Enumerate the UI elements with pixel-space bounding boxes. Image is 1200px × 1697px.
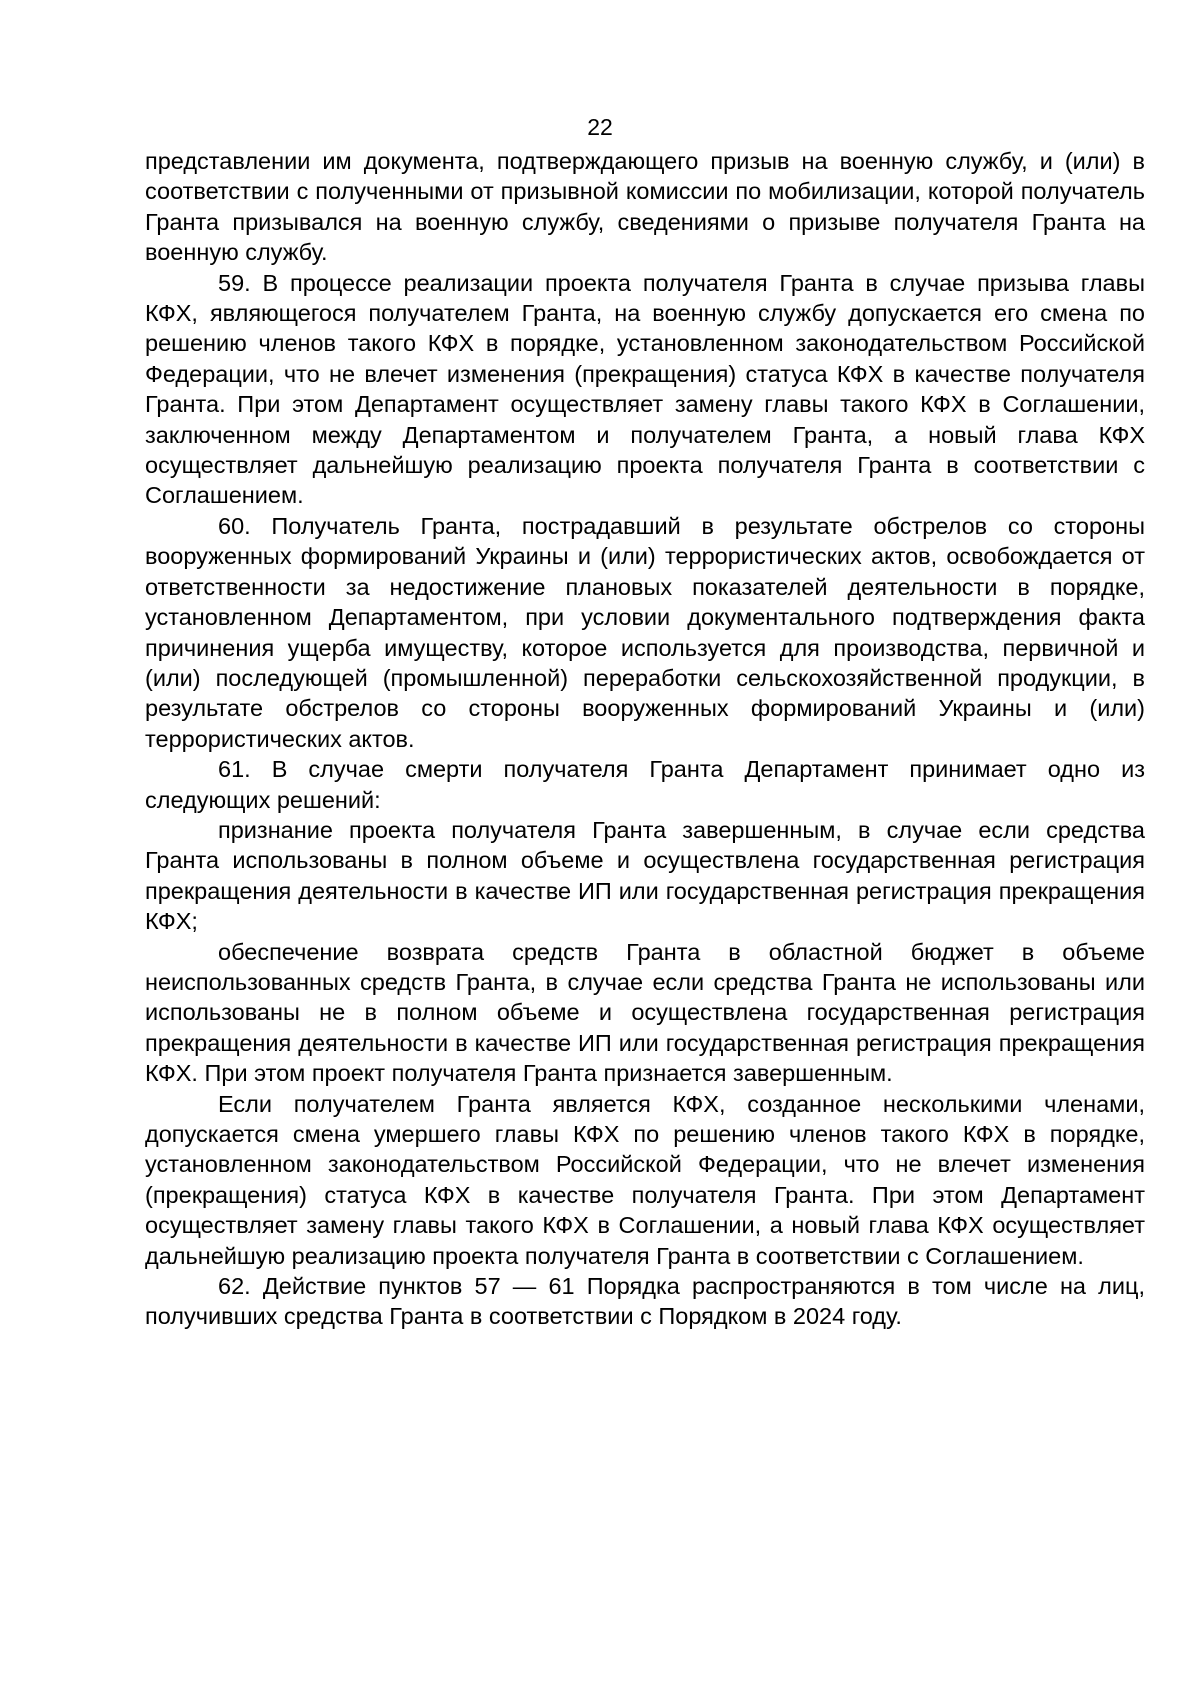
document-body [145,146,1145,1332]
paragraph-continuation: представлении им документа, подтверждающего призыв на военную службу, и (или) в соответствии с полученными от призывной комиссии по мобилизации, которой получатель Гранта призывался на военную службу, сведениями о призыве получателя Гранта на военную службу. [145,148,1145,266]
page-number: 22 [587,114,613,140]
paragraph-item-61-option-2: обеспечение возврата средств Гранта в областной бюджет в объеме неиспользованных средств Гранта, в случае если средства Гранта не использованы или использованы не в полном объеме и осуществлена государственная регистрация прекращения деятельности в качестве ИП или государственная регистрация прекращения КФХ. При этом проект получателя Гранта признается завершенным. [145,938,1145,1087]
paragraph-item-61: 61. В случае смерти получателя Гранта Департамент принимает одно из следующих решений: [145,756,1145,813]
paragraph-item-61-option-1: признание проекта получателя Гранта завершенным, в случае если средства Гранта использованы в полном объеме и осуществлена государственная регистрация прекращения деятельности в качестве ИП или государственная регистрация прекращения КФХ; [145,816,1145,935]
paragraph-item-62: 62. Действие пунктов 57 — 61 Порядка распространяются в том числе на лиц, получивших средства Гранта в соответствии с Порядком в 2024 году. [145,1273,1145,1330]
paragraph-item-59: 59. В процессе реализации проекта получателя Гранта в случае призыва главы КФХ, являющегося получателем Гранта, на военную службу допускается его смена по решению членов такого КФХ в порядке, установленном законодательством Российской Федерации, что не влечет изменения (прекращения) статуса КФХ в качестве получателя Гранта. При этом Департамент осуществляет замену главы такого КФХ в Соглашении, заключенном между Департаментом и получателем Гранта, а новый глава КФХ осуществляет дальнейшую реализацию проекта получателя Гранта в соответствии с Соглашением. [145,269,1145,509]
paragraph-item-60: 60. Получатель Гранта, пострадавший в результате обстрелов со стороны вооруженных формирований Украины и (или) террористических актов, освобождается от ответственности за недостижение плановых показателей деятельности в порядке, установленном Департаментом, при условии документального подтверждения факта причинения ущерба имуществу, которое используется для производства, первичной и (или) последующей (промышленной) переработки сельскохозяйственной продукции, в результате обстрелов со стороны вооруженных формирований Украины и (или) террористических актов. [145,512,1145,752]
paragraph-item-61-note: Если получателем Гранта является КФХ, созданное несколькими членами, допускается смена умершего главы КФХ по решению членов такого КФХ в порядке, установленном законодательством Российской Федерации, что не влечет изменения (прекращения) статуса КФХ в качестве получателя Гранта. При этом Департамент осуществляет замену главы такого КФХ в Соглашении, а новый глава КФХ осуществляет дальнейшую реализацию проекта получателя Гранта в соответствии с Соглашением. [145,1090,1145,1269]
